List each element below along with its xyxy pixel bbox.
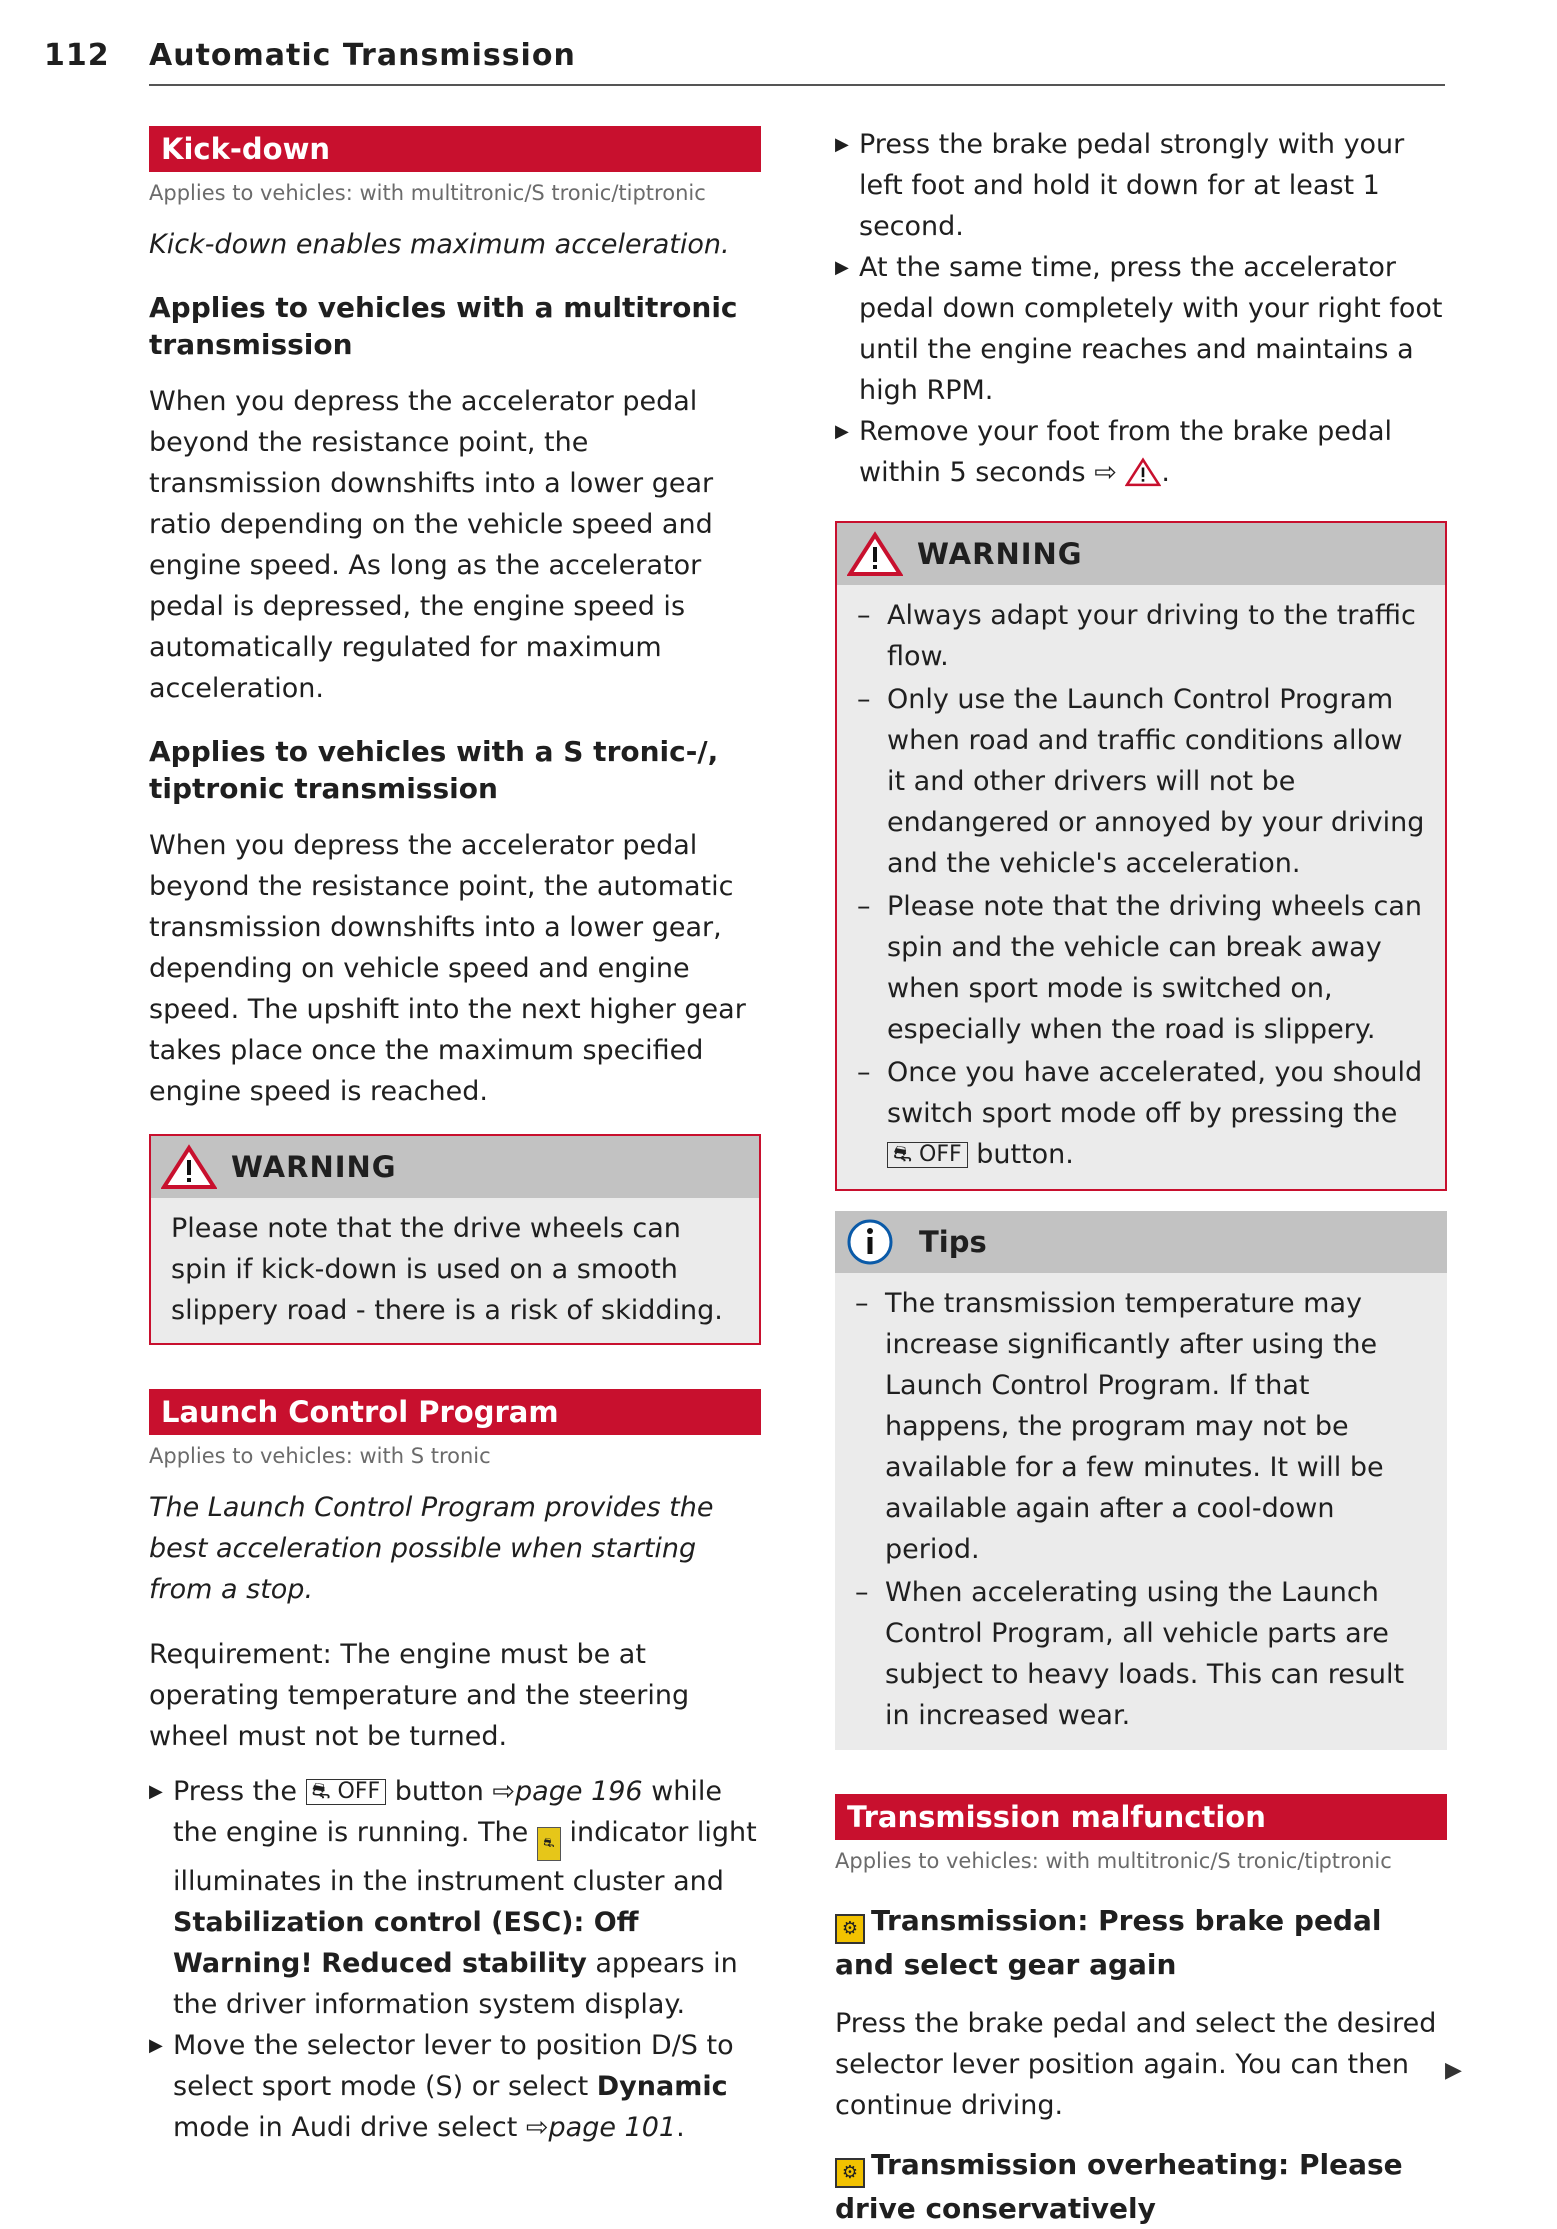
tips-header [835, 1211, 1447, 1273]
transmission-warning-icon: ⚙ [835, 2158, 865, 2188]
tips-list [835, 1273, 1447, 1750]
launch-warning-box [835, 521, 1447, 1191]
kickdown-warning-text: Please note that the drive wheels can spin if kick-down is used on a smooth slippery road - there is a risk of skidding. [171, 1213, 723, 1326]
kickdown-warning-box [149, 1134, 761, 1345]
left-column [149, 126, 761, 2148]
bullet-triangle-icon: ▶ [149, 1781, 163, 1802]
warning-item: – Always adapt your driving to the traffic flow. [857, 600, 1416, 672]
kickdown-warning-title: WARNING [231, 1150, 397, 1184]
warning-ref-icon[interactable] [1125, 457, 1161, 487]
tip-item: – The transmission temperature may increase significantly after using the Launch Control Program. If that happens, the program may not be available for a few minutes. It will be available again after a cool-down period. [855, 1288, 1384, 1565]
kickdown-subhead-stronic: Applies to vehicles with a S tronic-/, tiptronic transmission [149, 735, 719, 805]
header-divider [149, 84, 1445, 86]
kickdown-applies: Applies to vehicles: with multitronic/S tronic/tiptronic [149, 181, 706, 205]
next-page-arrow-icon: ▶ [1445, 2058, 1462, 2083]
arrow-ref-icon: ⇨ [492, 1776, 516, 1807]
launch-step-5: ▶ Remove your foot from the brake pedal within 5 seconds ⇨ . [835, 411, 1447, 493]
launch-step-2: ▶ Move the selector lever to position D/S to select sport mode (S) or select Dynamic mode in Audi drive select ⇨page 101. [149, 2025, 761, 2148]
malfunction-message-2: ⚙ Transmission overheating: Please drive conservatively [835, 2148, 1403, 2225]
malfunction-message-1: ⚙ Transmission: Press brake pedal and select gear again [835, 1904, 1382, 1981]
malfunction-heading: Transmission malfunction [835, 1794, 1447, 1840]
warning-item: – Only use the Launch Control Program when road and traffic conditions allow it and other drivers will not be endangered or annoyed by your driving and the vehicle's acceleration. [857, 684, 1425, 879]
page-title: Automatic Transmission [149, 38, 576, 73]
transmission-warning-icon: ⚙ [835, 1914, 865, 1944]
launch-requirement: Requirement: The engine must be at operating temperature and the steering wheel must not be turned. [149, 1639, 690, 1752]
page-ref-196[interactable]: page 196 [515, 1776, 643, 1807]
warning-item: – Please note that the driving wheels can spin and the vehicle can break away when sport mode is switched on, especially when the road is slippery. [857, 891, 1423, 1045]
launch-step-4: ▶ At the same time, press the accelerator pedal down completely with your right foot until the engine reaches and maintains a high RPM. [835, 247, 1447, 411]
esc-icon: ⛐ [311, 1779, 331, 1804]
bullet-triangle-icon: ▶ [835, 134, 849, 155]
esc-off-key: ⛐ OFF [887, 1142, 968, 1168]
warning-triangle-icon [847, 531, 903, 577]
launch-warning-title: WARNING [917, 537, 1083, 571]
arrow-ref-icon: ⇨ [525, 2112, 549, 2143]
launch-warning-header [837, 523, 1445, 585]
bullet-triangle-icon: ▶ [835, 257, 849, 278]
launch-applies: Applies to vehicles: with S tronic [149, 1444, 491, 1468]
esc-off-key: ⛐ OFF [306, 1779, 387, 1805]
launch-step-3: ▶ Press the brake pedal strongly with your left foot and hold it down for at least 1 second. [835, 124, 1447, 247]
info-icon [845, 1217, 895, 1267]
page-number: 112 [44, 38, 110, 73]
launch-intro: The Launch Control Program provides the best acceleration possible when starting from a stop. [149, 1492, 714, 1605]
warning-item: – Once you have accelerated, you should switch sport mode off by pressing the ⛐ OFF button. [857, 1057, 1423, 1170]
kickdown-intro: Kick-down enables maximum acceleration. [149, 229, 730, 260]
launch-warning-list [837, 585, 1445, 1189]
warning-triangle-icon [161, 1144, 217, 1190]
malfunction-applies: Applies to vehicles: with multitronic/S tronic/tiptronic [835, 1849, 1392, 1873]
esc-indicator-icon: ⛐ [537, 1827, 561, 1861]
tips-box [835, 1211, 1447, 1750]
kickdown-paragraph-stronic: When you depress the accelerator pedal beyond the resistance point, the automatic transmission downshifts into a lower gear, depending on vehicle speed and engine speed. The upshift into the next higher gear takes place once the maximum specified engine speed is reached. [149, 830, 746, 1107]
page-ref-101[interactable]: page 101 [548, 2112, 677, 2143]
tip-item: – When accelerating using the Launch Control Program, all vehicle parts are subject to heavy loads. This can result in increased wear. [855, 1577, 1405, 1731]
malfunction-paragraph: Press the brake pedal and select the desired selector lever position again. You can then continue driving. [835, 2008, 1437, 2121]
page-header [44, 38, 1444, 88]
arrow-ref-icon: ⇨ [1094, 457, 1117, 488]
tips-title: Tips [919, 1225, 987, 1259]
right-column [835, 124, 1447, 2229]
bullet-triangle-icon: ▶ [149, 2035, 163, 2056]
kickdown-paragraph-multitronic: When you depress the accelerator pedal beyond the resistance point, the transmission downshifts into a lower gear ratio depending on the vehicle speed and engine speed. As long as the accelerator pedal is depressed, the engine speed is automatically regulated for maximum acceleration. [149, 386, 714, 704]
launch-heading: Launch Control Program [149, 1389, 761, 1435]
kickdown-subhead-multitronic: Applies to vehicles with a multitronic transmission [149, 291, 738, 361]
esc-icon: ⛐ [893, 1142, 912, 1167]
kickdown-heading: Kick-down [149, 126, 761, 172]
kickdown-warning-header [151, 1136, 759, 1198]
launch-step-1: ▶ Press the ⛐ OFF button ⇨page 196 while the engine is running. The ⛐ indicator light illuminates in the instrument cluster and Stabilization control (ESC): Off Warning! Reduced stability appears in the driver information system display. [149, 1771, 761, 2025]
bullet-triangle-icon: ▶ [835, 421, 849, 442]
